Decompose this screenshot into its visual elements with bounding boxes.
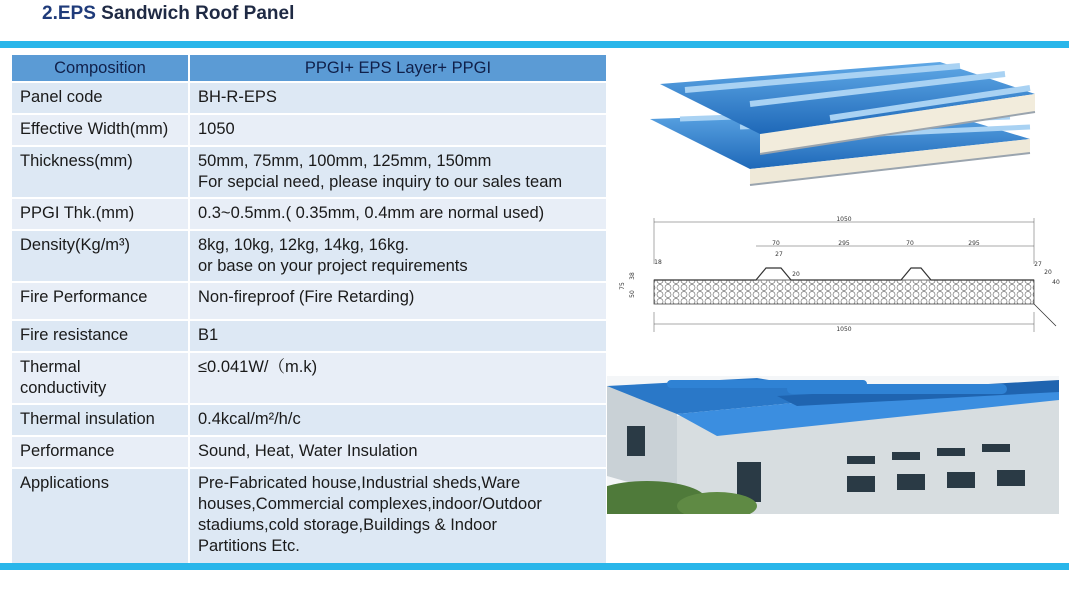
row-value-cell [190,83,606,113]
row-value-line: Partitions Etc. [198,537,300,555]
row-label-cell [12,199,190,229]
row-value-line: Sound, Heat, Water Insulation [198,442,418,460]
row-label-line: Effective Width(mm) [20,120,169,138]
svg-text:1050: 1050 [836,216,852,223]
row-value-line: 1050 [198,120,235,138]
panel-photo [640,54,1040,224]
row-value-line: B1 [198,326,219,344]
svg-text:295: 295 [968,240,980,247]
svg-text:75: 75 [619,282,626,290]
row-value-line: stadiums,cold storage,Buildings & Indoor [198,516,497,534]
row-value-cell [190,353,606,403]
row-label-cell [12,321,190,351]
row-label-line: Fire resistance [20,326,129,344]
svg-text:40: 40 [1052,279,1060,286]
table-row [12,199,606,229]
table-row [12,231,606,281]
row-value-line: Non-fireproof (Fire Retarding) [198,288,415,306]
title-text: Sandwich Roof Panel [101,3,295,24]
row-value-line: houses,Commercial complexes,indoor/Outdoor [198,495,542,513]
row-value-cell [190,469,606,563]
row-label-cell [12,469,190,563]
row-label-line: Applications [20,474,109,492]
row-value-line: For sepcial need, please inquiry to our sales team [198,173,563,191]
svg-text:295: 295 [838,240,850,247]
table-row [12,115,606,145]
row-label-line: PPGI Thk.(mm) [20,204,135,222]
row-label-line: Thermal insulation [20,410,155,428]
svg-text:27: 27 [775,251,783,258]
row-value-line: 8kg, 10kg, 12kg, 14kg, 16kg. [198,236,409,254]
svg-text:50: 50 [629,290,636,298]
svg-text:1050: 1050 [836,326,852,333]
row-label-cell [12,283,190,319]
row-label-cell [12,231,190,281]
table-row [12,469,606,563]
table-row [12,83,606,113]
row-label-line: Panel code [20,88,103,106]
row-value-line: or base on your project requirements [198,257,468,275]
svg-text:18: 18 [654,259,662,266]
row-value-line: 50mm, 75mm, 100mm, 125mm, 150mm [198,152,492,170]
page-title [42,3,294,25]
row-label-line: conductivity [20,379,107,397]
row-value-line: ≤0.041W/（m.k) [198,358,318,376]
row-value-line: 0.3~0.5mm.( 0.35mm, 0.4mm are normal used) [198,204,545,222]
table-row [12,283,606,319]
row-value-cell [190,283,606,319]
row-label-cell [12,115,190,145]
row-value-line: BH-R-EPS [198,88,277,106]
row-value-cell [190,147,606,197]
row-label-cell [12,83,190,113]
spec-table [12,53,606,565]
row-value-cell [190,437,606,467]
row-value-line: Pre-Fabricated house,Industrial sheds,Ware [198,474,521,492]
title-number: 2.EPS [42,3,96,24]
table-row [12,321,606,351]
svg-text:20: 20 [792,271,800,278]
row-value-cell [190,115,606,145]
row-value-line: 0.4kcal/m²/h/c [198,410,301,428]
panel-cross-section-drawing [616,214,1066,338]
table-row [12,147,606,197]
row-value-cell [190,231,606,281]
top-accent-bar [0,41,1069,48]
svg-text:27: 27 [1034,261,1042,268]
row-label-line: Thickness(mm) [20,152,133,170]
bottom-accent-bar [0,563,1069,570]
row-label-cell [12,353,190,403]
row-value-cell [190,321,606,351]
svg-text:20: 20 [1044,269,1052,276]
row-label-line: Density(Kg/m³) [20,236,131,254]
building-photo [607,376,1059,514]
header-value-cell: PPGI+ EPS Layer+ PPGI [190,55,606,81]
table-row [12,353,606,403]
row-label-line: Fire Performance [20,288,148,306]
row-label-line: Thermal [20,358,81,376]
row-label-cell [12,405,190,435]
svg-text:70: 70 [906,240,914,247]
table-row [12,405,606,435]
row-label-line: Performance [20,442,115,460]
row-value-cell [190,405,606,435]
table-header-row [12,55,606,81]
row-label-cell [12,147,190,197]
header-label-cell: Composition [12,55,190,81]
svg-text:70: 70 [772,240,780,247]
row-value-cell [190,199,606,229]
table-row [12,437,606,467]
svg-text:38: 38 [629,272,636,280]
row-label-cell [12,437,190,467]
